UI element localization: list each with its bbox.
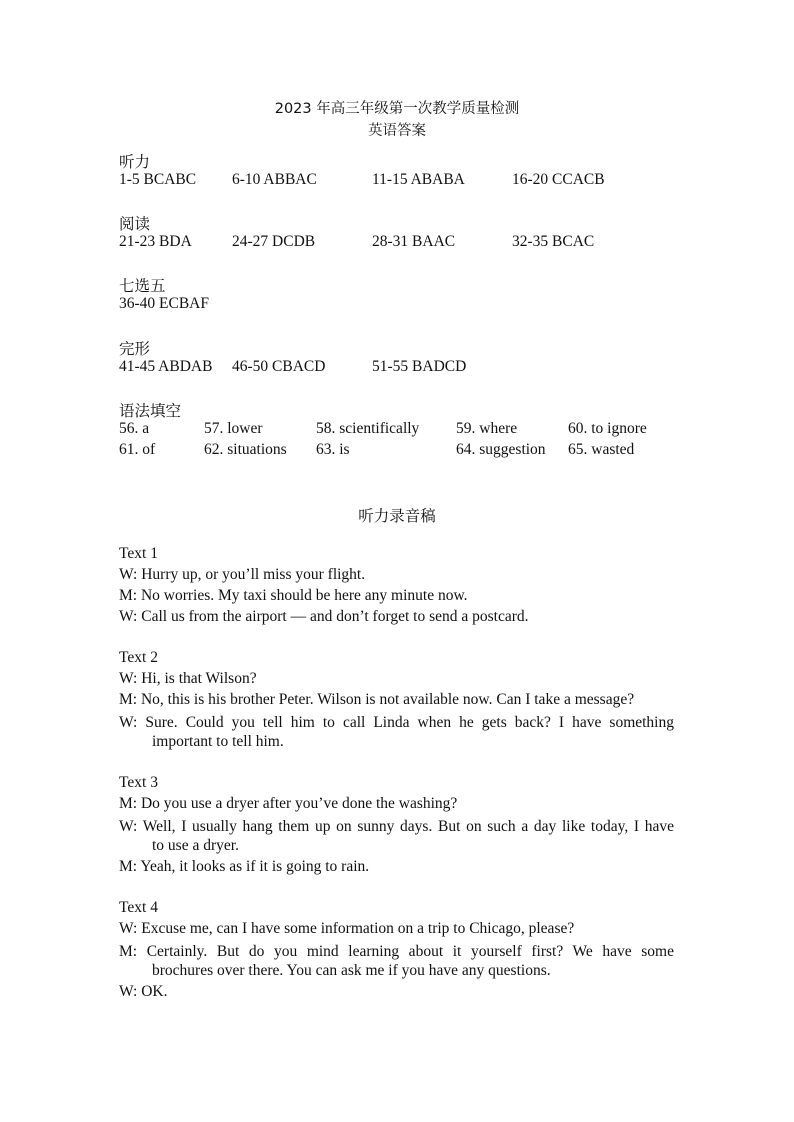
grammar-answer: 64. suggestion bbox=[456, 441, 546, 458]
transcript-heading: 听力录音稿 bbox=[358, 507, 436, 525]
page-title: 2023 年高三年级第一次教学质量检测 bbox=[274, 101, 520, 117]
dialogue-line: M: Do you use a dryer after you’ve done the washing? bbox=[119, 795, 458, 812]
grammar-answer: 61. of bbox=[119, 441, 156, 458]
answer-group: 51-55 BADCD bbox=[372, 358, 467, 375]
dialogue-line-continued: to use a dryer. bbox=[152, 837, 239, 854]
section-heading-cloze: 完形 bbox=[119, 340, 151, 358]
dialogue-line: M: Yeah, it looks as if it is going to rain. bbox=[119, 858, 370, 875]
answer-group: 28-31 BAAC bbox=[372, 233, 456, 250]
answer-group: 21-23 BDA bbox=[119, 233, 192, 250]
grammar-answer: 63. is bbox=[316, 441, 350, 458]
grammar-answer: 56. a bbox=[119, 420, 150, 437]
dialogue-line: W: Hurry up, or you’ll miss your flight. bbox=[119, 566, 366, 583]
dialogue-line: W: Excuse me, can I have some information on a trip to Chicago, please? bbox=[119, 920, 575, 937]
grammar-answer: 58. scientifically bbox=[316, 420, 420, 437]
dialogue-line: M: No, this is his brother Peter. Wilson is not available now. Can I take a message? bbox=[119, 691, 635, 708]
grammar-answer: 60. to ignore bbox=[568, 420, 647, 437]
answer-group: 24-27 DCDB bbox=[232, 233, 316, 250]
dialogue-line-continued: important to tell him. bbox=[152, 733, 284, 750]
dialogue-line: W: Well, I usually hang them up on sunny days. But on such a day like today, I have bbox=[119, 818, 674, 835]
dialogue-line: M: No worries. My taxi should be here any minute now. bbox=[119, 587, 468, 604]
answer-group: 11-15 ABABA bbox=[372, 171, 465, 188]
section-heading-seven-five: 七选五 bbox=[119, 277, 166, 295]
answer-group: 41-45 ABDAB bbox=[119, 358, 213, 375]
grammar-answer: 65. wasted bbox=[568, 441, 635, 458]
answer-group: 46-50 CBACD bbox=[232, 358, 326, 375]
answer-group: 36-40 ECBAF bbox=[119, 295, 209, 312]
section-heading-reading: 阅读 bbox=[119, 215, 151, 233]
grammar-answer: 62. situations bbox=[204, 441, 287, 458]
dialogue-line: W: OK. bbox=[119, 983, 168, 1000]
grammar-answer: 59. where bbox=[456, 420, 518, 437]
dialogue-line: W: Call us from the airport — and don’t forget to send a postcard. bbox=[119, 608, 529, 625]
grammar-answer: 57. lower bbox=[204, 420, 263, 437]
answer-group: 6-10 ABBAC bbox=[232, 171, 317, 188]
dialogue-line-continued: brochures over there. You can ask me if you have any questions. bbox=[152, 962, 551, 979]
answer-group: 1-5 BCABC bbox=[119, 171, 197, 188]
text-label: Text 1 bbox=[119, 545, 158, 562]
dialogue-line: W: Hi, is that Wilson? bbox=[119, 670, 257, 687]
text-label: Text 2 bbox=[119, 649, 158, 666]
dialogue-line: M: Certainly. But do you mind learning about it yourself first? We have some bbox=[119, 943, 674, 960]
text-label: Text 4 bbox=[119, 899, 158, 916]
page-subtitle: 英语答案 bbox=[368, 123, 426, 139]
answer-group: 16-20 CCACB bbox=[512, 171, 605, 188]
section-heading-listening: 听力 bbox=[119, 153, 151, 171]
dialogue-line: W: Sure. Could you tell him to call Linda when he gets back? I have something bbox=[119, 714, 674, 731]
section-heading-grammar: 语法填空 bbox=[119, 402, 182, 420]
text-label: Text 3 bbox=[119, 774, 158, 791]
answer-group: 32-35 BCAC bbox=[512, 233, 595, 250]
